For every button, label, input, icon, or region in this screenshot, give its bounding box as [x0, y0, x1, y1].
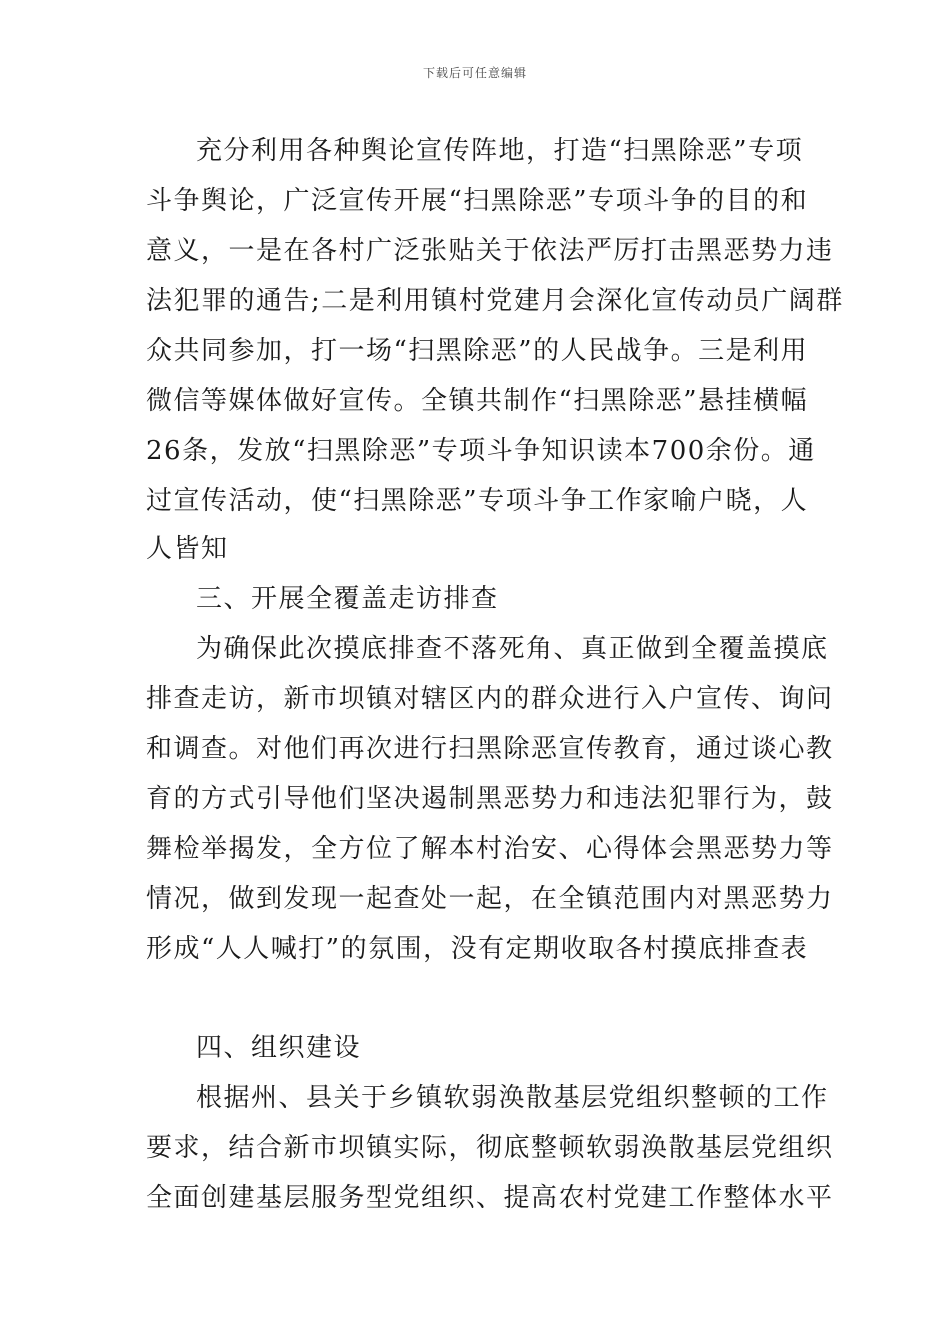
paragraph-line: 为确保此次摸底排查不落死角、真正做到全覆盖摸底	[196, 634, 829, 664]
section-heading: 三、开展全覆盖走访排查	[196, 584, 499, 614]
paragraph-line: 26条，发放“扫黑除恶”专项斗争知识读本700余份。通	[146, 436, 816, 466]
paragraph-line: 微信等媒体做好宣传。全镇共制作“扫黑除恶”悬挂横幅	[146, 386, 809, 416]
paragraph-line: 要求，结合新市坝镇实际，彻底整顿软弱涣散基层党组织	[146, 1133, 834, 1163]
paragraph-line: 斗争舆论，广泛宣传开展“扫黑除恶”专项斗争的目的和	[146, 186, 809, 216]
section-heading: 四、组织建设	[196, 1033, 362, 1063]
paragraph-line: 人皆知	[146, 534, 229, 564]
paragraph-line: 过宣传活动，使“扫黑除恶”专项斗争工作家喻户晓，人	[146, 486, 809, 516]
page-header: 下载后可任意编辑	[422, 66, 527, 80]
paragraph-line: 排查走访，新市坝镇对辖区内的群众进行入户宣传、询问	[146, 684, 834, 714]
paragraph-line: 法犯罪的通告;二是利用镇村党建月会深化宣传动员广阔群	[146, 286, 844, 316]
paragraph-line: 形成“人人喊打”的氛围，没有定期收取各村摸底排查表	[146, 934, 809, 964]
paragraph-line: 和调查。对他们再次进行扫黑除恶宣传教育，通过谈心教	[146, 734, 834, 764]
paragraph-line: 情况，做到发现一起查处一起，在全镇范围内对黑恶势力	[146, 884, 834, 914]
paragraph-line: 众共同参加，打一场“扫黑除恶”的人民战争。三是利用	[146, 336, 809, 366]
paragraph-line: 舞检举揭发，全方位了解本村治安、心得体会黑恶势力等	[146, 834, 834, 864]
paragraph-line: 全面创建基层服务型党组织、提高农村党建工作整体水平	[146, 1183, 834, 1213]
paragraph-line: 根据州、县关于乡镇软弱涣散基层党组织整顿的工作	[196, 1083, 829, 1113]
paragraph-line: 意义，一是在各村广泛张贴关于依法严厉打击黑恶势力违	[146, 236, 834, 266]
paragraph-line: 育的方式引导他们坚决遏制黑恶势力和违法犯罪行为，鼓	[146, 784, 834, 814]
paragraph-line: 充分利用各种舆论宣传阵地，打造“扫黑除恶”专项	[196, 136, 804, 166]
